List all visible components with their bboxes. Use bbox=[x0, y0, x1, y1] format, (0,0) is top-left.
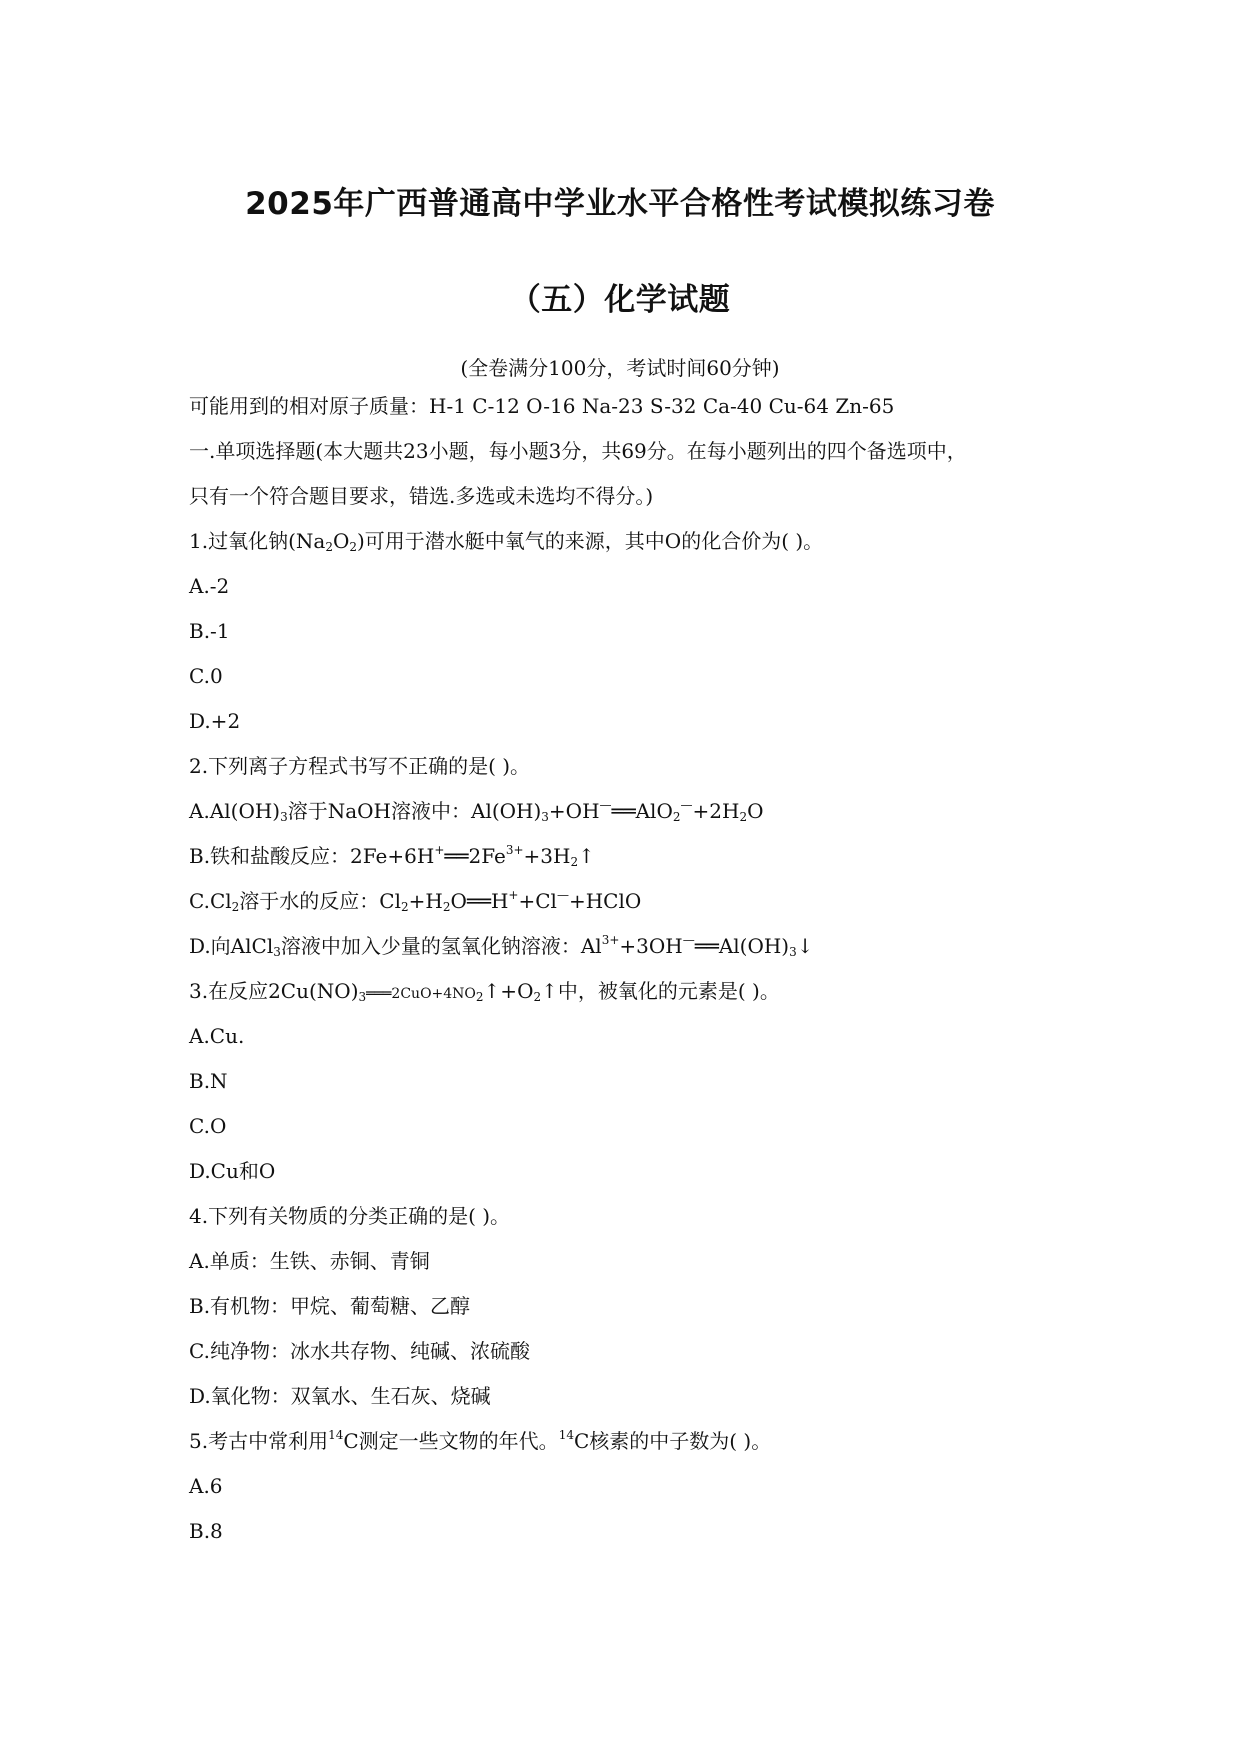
question-4-option-c: C.纯净物：冰水共存物、纯碱、浓硫酸 bbox=[189, 1339, 530, 1363]
question-5-stem bbox=[189, 1428, 771, 1454]
question-2-option-b bbox=[189, 843, 595, 869]
exam-title: 2025年广西普通高中学业水平合格性考试模拟练习卷 bbox=[245, 186, 995, 222]
text: D.向AlCl bbox=[189, 934, 274, 958]
superscript: 3+ bbox=[601, 933, 620, 947]
text: A.Al(OH) bbox=[189, 799, 281, 823]
question-1-option-d: D.+2 bbox=[189, 709, 241, 733]
text: +3H bbox=[523, 844, 571, 868]
text: 溶于NaOH溶液中：Al(OH) bbox=[287, 799, 542, 823]
superscript: 14 bbox=[328, 1428, 344, 1442]
text: O══H bbox=[450, 889, 509, 913]
superscript: + bbox=[508, 888, 519, 902]
subscript: 2 bbox=[401, 900, 409, 914]
question-4-option-b: B.有机物：甲烷、葡萄糖、乙醇 bbox=[189, 1294, 471, 1318]
subscript: 2 bbox=[533, 990, 542, 1004]
subscript: 3 bbox=[789, 945, 797, 959]
text: +Cl bbox=[518, 889, 557, 913]
question-2-option-c bbox=[189, 888, 641, 914]
section-heading-line1: 一.单项选择题(本大题共23小题，每小题3分，共69分。在每小题列出的四个备选项中， bbox=[189, 439, 967, 463]
question-1-option-a: A.-2 bbox=[189, 574, 230, 598]
text: )可用于潜水艇中氧气的来源，其中O的化合价为( )。 bbox=[357, 529, 824, 553]
section-heading-line2: 只有一个符合题目要求，错选.多选或未选均不得分。) bbox=[189, 484, 654, 508]
text: ↓ bbox=[796, 934, 814, 958]
text: 溶于水的反应：Cl bbox=[239, 889, 401, 913]
subscript: 3 bbox=[358, 990, 367, 1004]
text: ↑+O bbox=[483, 979, 534, 1003]
superscript: — bbox=[599, 798, 612, 812]
subscript: 2 bbox=[739, 810, 748, 824]
question-1-option-b: B.-1 bbox=[189, 619, 230, 643]
question-5-option-a: A.6 bbox=[189, 1474, 223, 1498]
superscript: — bbox=[680, 798, 693, 812]
text: ↑ bbox=[578, 844, 595, 868]
text: 3.在反应2Cu(NO) bbox=[189, 979, 359, 1003]
subscript: 3 bbox=[541, 810, 549, 824]
question-1-stem bbox=[189, 528, 823, 554]
text: +OH bbox=[548, 799, 600, 823]
subscript: 3 bbox=[280, 810, 288, 824]
question-3-option-d: D.Cu和O bbox=[189, 1159, 276, 1183]
text: 溶液中加入少量的氢氧化钠溶液：Al bbox=[280, 934, 602, 958]
text: ══AlO bbox=[611, 799, 673, 823]
question-2-option-a bbox=[189, 798, 763, 824]
question-3-option-b: B.N bbox=[189, 1069, 228, 1093]
text: ═══2CuO+4NO bbox=[366, 986, 476, 1002]
superscript: + bbox=[434, 843, 445, 857]
exam-info: (全卷满分100分，考试时间60分钟) bbox=[460, 356, 780, 380]
subscript: 2 bbox=[672, 810, 681, 824]
text: C.Cl bbox=[189, 889, 232, 913]
subscript: 2 bbox=[231, 900, 240, 914]
question-4-option-d: D.氧化物：双氧水、生石灰、烧碱 bbox=[189, 1384, 491, 1408]
question-4-option-a: A.单质：生铁、赤铜、青铜 bbox=[189, 1249, 430, 1273]
subscript: 3 bbox=[273, 945, 281, 959]
text: +3OH bbox=[619, 934, 683, 958]
subscript: 2 bbox=[475, 990, 484, 1004]
text: 5.考古中常利用 bbox=[189, 1429, 329, 1453]
subscript: 2 bbox=[349, 540, 357, 554]
subscript: 2 bbox=[442, 900, 451, 914]
question-4-stem: 4.下列有关物质的分类正确的是( )。 bbox=[189, 1204, 511, 1228]
text: C测定一些文物的年代。 bbox=[343, 1429, 559, 1453]
question-2-option-d bbox=[189, 933, 814, 959]
text: +H bbox=[408, 889, 443, 913]
exam-subtitle: （五）化学试题 bbox=[509, 282, 731, 318]
superscript: 14 bbox=[558, 1428, 574, 1442]
superscript: 3+ bbox=[505, 843, 524, 857]
text: C核素的中子数为( )。 bbox=[573, 1429, 772, 1453]
question-1-option-c: C.0 bbox=[189, 664, 223, 688]
superscript: — bbox=[682, 933, 695, 947]
text: O bbox=[332, 529, 350, 553]
superscript: — bbox=[556, 888, 569, 902]
text: +2H bbox=[692, 799, 740, 823]
subscript: 2 bbox=[570, 855, 579, 869]
question-3-option-a: A.Cu. bbox=[189, 1024, 245, 1048]
question-2-stem: 2.下列离子方程式书写不正确的是( )。 bbox=[189, 754, 531, 778]
question-3-option-c: C.O bbox=[189, 1114, 227, 1138]
text: 1.过氧化钠(Na bbox=[189, 529, 326, 553]
text: ↑中，被氧化的元素是( )。 bbox=[541, 979, 780, 1003]
question-5-option-b: B.8 bbox=[189, 1519, 223, 1543]
question-3-stem bbox=[189, 978, 780, 1007]
atomic-masses: 可能用到的相对原子质量：H-1 C-12 O-16 Na-23 S-32 Ca-40 Cu-64 Zn-65 bbox=[189, 394, 895, 418]
text: O bbox=[747, 799, 764, 823]
text: B.铁和盐酸反应：2Fe+6H bbox=[189, 844, 435, 868]
text: +HClO bbox=[568, 889, 642, 913]
text: ══Al(OH) bbox=[694, 934, 790, 958]
text: ══2Fe bbox=[444, 844, 506, 868]
subscript: 2 bbox=[325, 540, 333, 554]
